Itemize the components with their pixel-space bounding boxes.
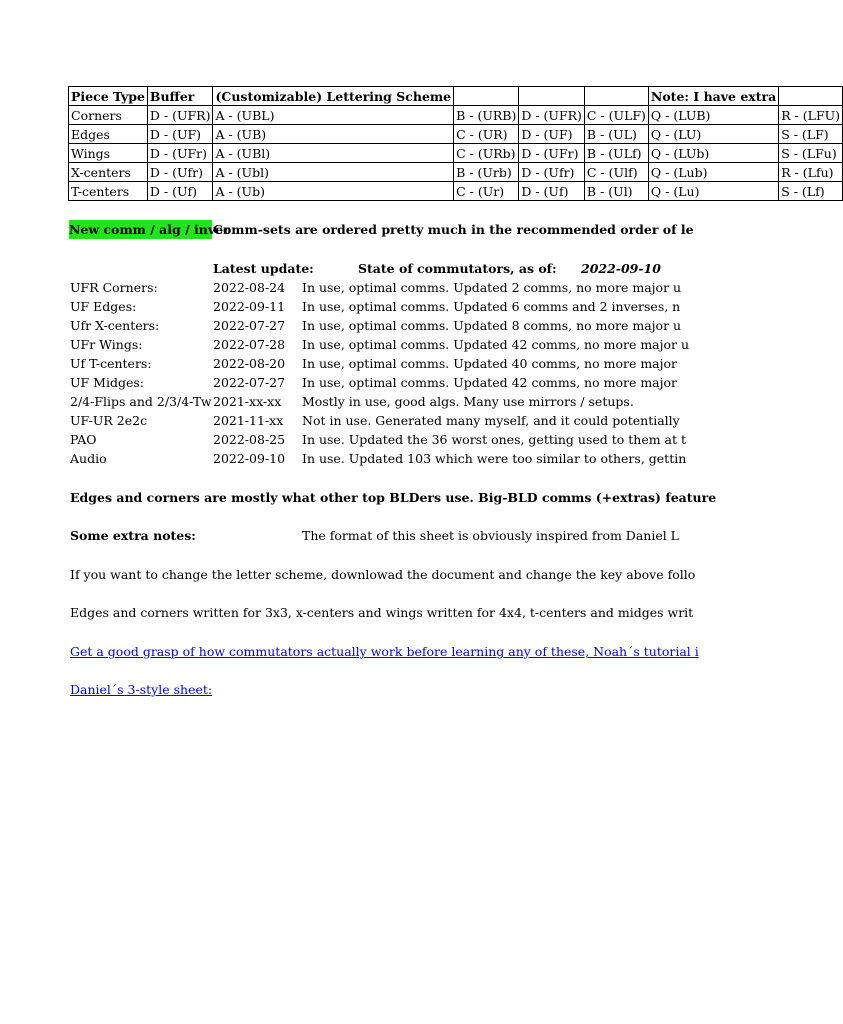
order-note: Comm-sets are ordered pretty much in the recommended order of le	[213, 222, 694, 237]
table-cell: D - (Uf)	[147, 182, 213, 201]
table-cell: A - (UB)	[213, 125, 454, 144]
update-row-state: Mostly in use, good algs. Many use mirrors / setups.	[302, 394, 634, 409]
table-cell: S - (LF)	[779, 125, 843, 144]
state-date: 2022-09-10	[581, 261, 661, 276]
update-row-state: In use, optimal comms. Updated 40 comms, no more major	[302, 356, 678, 371]
daniel-sheet-link[interactable]: Daniel´s 3-style sheet:	[70, 682, 213, 697]
table-cell: Q - (LUB)	[648, 106, 778, 125]
update-row-date: 2022-09-11	[213, 299, 286, 314]
table-cell: D - (Ufr)	[519, 163, 585, 182]
update-row-state: In use, optimal comms. Updated 2 comms, no more major u	[302, 280, 682, 295]
table-cell: C - (Ulf)	[584, 163, 648, 182]
lettering-scheme-table	[68, 86, 843, 201]
table-cell: D - (UF)	[147, 125, 213, 144]
header-cell	[519, 87, 585, 106]
table-cell: A - (Ub)	[213, 182, 454, 201]
table-row	[69, 182, 843, 201]
update-row-date: 2022-07-27	[213, 318, 286, 333]
table-cell: D - (Uf)	[519, 182, 585, 201]
header-cell: (Customizable) Lettering Scheme	[213, 87, 454, 106]
state-header: State of commutators, as of:	[358, 261, 557, 276]
update-row-name: PAO	[70, 432, 97, 447]
update-row-name: Ufr X-centers:	[70, 318, 160, 333]
table-cell: Q - (Lub)	[648, 163, 778, 182]
header-cell: Piece Type	[69, 87, 148, 106]
table-cell: B - (ULf)	[584, 144, 648, 163]
header-cell: Buffer	[147, 87, 213, 106]
update-row-name: 2/4-Flips and 2/3/4-Tw	[70, 394, 212, 409]
update-row-date: 2021-11-xx	[213, 413, 284, 428]
legend-highlight-label: New comm / alg / inver	[69, 222, 230, 237]
table-cell: D - (UFr)	[519, 144, 585, 163]
table-header-row	[69, 87, 843, 106]
table-cell: B - (Ul)	[584, 182, 648, 201]
table-cell: B - (Urb)	[454, 163, 519, 182]
table-cell: D - (UFR)	[519, 106, 585, 125]
update-row-date: 2022-08-25	[213, 432, 286, 447]
header-cell	[584, 87, 648, 106]
table-cell: Q - (LUb)	[648, 144, 778, 163]
table-cell: D - (UF)	[519, 125, 585, 144]
update-row-name: UFR Corners:	[70, 280, 158, 295]
update-row-date: 2022-08-24	[213, 280, 286, 295]
update-row-state: In use. Updated 103 which were too similar to others, gettin	[302, 451, 687, 466]
extra-notes-text: The format of this sheet is obviously inspired from Daniel L	[302, 528, 679, 543]
update-row-name: UF-UR 2e2c	[70, 413, 148, 428]
table-cell: C - (Ur)	[454, 182, 519, 201]
table-cell: T-centers	[69, 182, 148, 201]
update-row-state: In use, optimal comms. Updated 42 comms, no more major u	[302, 337, 690, 352]
update-row-name: UFr Wings:	[70, 337, 143, 352]
table-cell: A - (UBl)	[213, 144, 454, 163]
update-row-date: 2022-08-20	[213, 356, 286, 371]
table-cell: S - (LFu)	[779, 144, 843, 163]
letter-scheme-note: If you want to change the letter scheme, downlowad the document and change the key above follo	[70, 567, 696, 582]
edges-corners-note: Edges and corners are mostly what other top BLDers use. Big-BLD comms (+extras) feature	[70, 490, 717, 505]
table-cell: B - (UL)	[584, 125, 648, 144]
table-cell: R - (LFU)	[779, 106, 843, 125]
table-cell: D - (Ufr)	[147, 163, 213, 182]
update-row-date: 2021-xx-xx	[213, 394, 282, 409]
table-cell: D - (UFr)	[147, 144, 213, 163]
header-cell	[454, 87, 519, 106]
table-cell: Edges	[69, 125, 148, 144]
update-row-name: UF Edges:	[70, 299, 137, 314]
tutorial-link[interactable]: Get a good grasp of how commutators actually work before learning any of these, Noah´s tutorial i	[70, 644, 699, 659]
table-cell: C - (URb)	[454, 144, 519, 163]
table-cell: B - (URB)	[454, 106, 519, 125]
table-cell: C - (UR)	[454, 125, 519, 144]
latest-update-header: Latest update:	[213, 261, 314, 276]
header-cell	[779, 87, 843, 106]
table-cell: Corners	[69, 106, 148, 125]
table-cell: Q - (LU)	[648, 125, 778, 144]
update-row-state: In use. Updated the 36 worst ones, getting used to them at t	[302, 432, 687, 447]
update-row-state: In use, optimal comms. Updated 8 comms, no more major u	[302, 318, 682, 333]
table-cell: S - (Lf)	[779, 182, 843, 201]
table-row	[69, 144, 843, 163]
table-row	[69, 106, 843, 125]
update-row-state: In use, optimal comms. Updated 42 comms, no more major	[302, 375, 678, 390]
table-cell: X-centers	[69, 163, 148, 182]
table-row	[69, 125, 843, 144]
table-cell: A - (UBL)	[213, 106, 454, 125]
table-cell: D - (UFR)	[147, 106, 213, 125]
table-cell: C - (ULF)	[584, 106, 648, 125]
table-cell: R - (Lfu)	[779, 163, 843, 182]
update-row-state: Not in use. Generated many myself, and it could potentially	[302, 413, 680, 428]
update-row-name: Audio	[70, 451, 107, 466]
update-row-name: Uf T-centers:	[70, 356, 152, 371]
table-row	[69, 163, 843, 182]
table-cell: Wings	[69, 144, 148, 163]
written-for-note: Edges and corners written for 3x3, x-centers and wings written for 4x4, t-centers and midges writ	[70, 605, 694, 620]
extra-notes-label: Some extra notes:	[70, 528, 196, 543]
header-cell: Note: I have extra	[648, 87, 778, 106]
table-cell: A - (Ubl)	[213, 163, 454, 182]
table-cell: Q - (Lu)	[648, 182, 778, 201]
update-row-name: UF Midges:	[70, 375, 145, 390]
update-row-state: In use, optimal comms. Updated 6 comms and 2 inverses, n	[302, 299, 681, 314]
update-row-date: 2022-07-27	[213, 375, 286, 390]
update-row-date: 2022-07-28	[213, 337, 286, 352]
update-row-date: 2022-09-10	[213, 451, 286, 466]
